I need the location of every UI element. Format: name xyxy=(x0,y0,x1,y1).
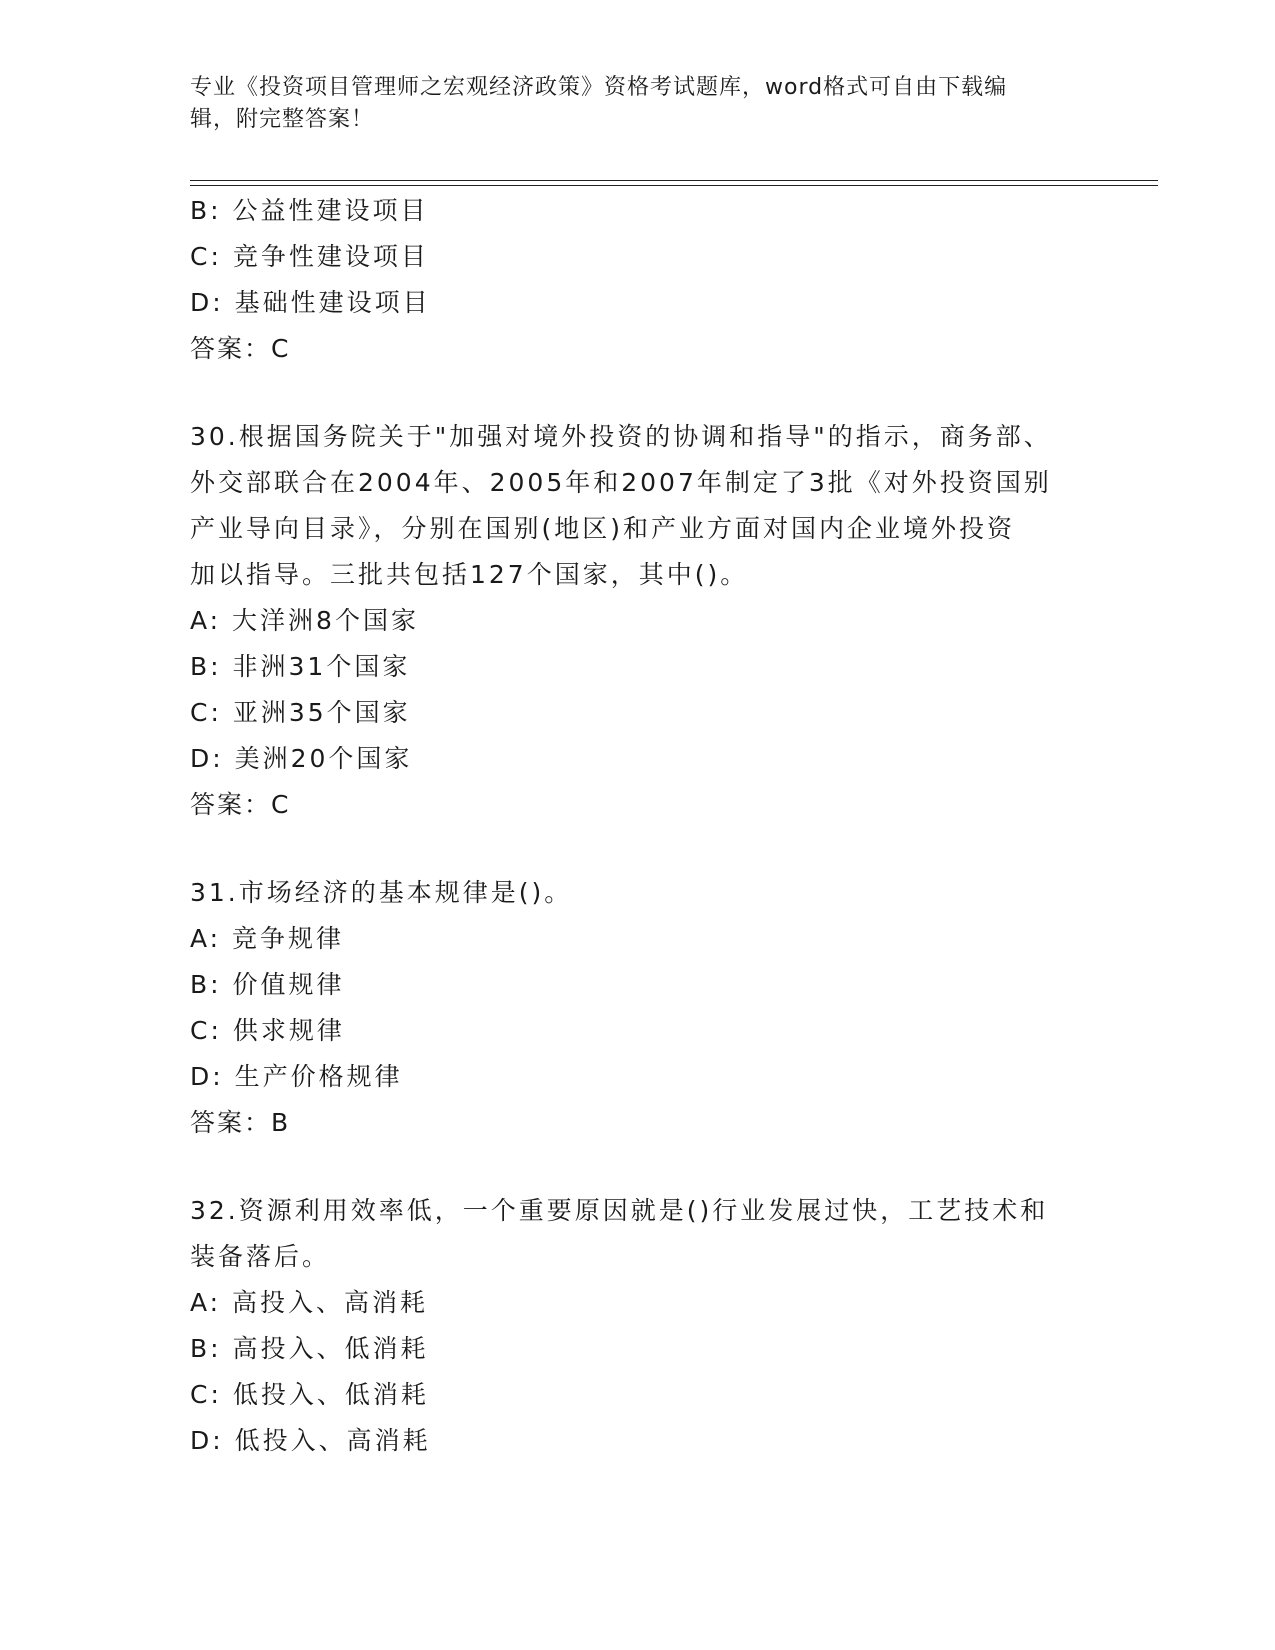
option-c: C: 竞争性建设项目 xyxy=(190,242,429,271)
header-divider-bottom xyxy=(190,185,1158,186)
option-d: D: 低投入、高消耗 xyxy=(190,1426,431,1455)
question-32 xyxy=(190,1188,1090,1464)
question-31 xyxy=(190,870,1090,1146)
question-stem-line: 装备落后。 xyxy=(190,1242,331,1271)
option-d: D: 基础性建设项目 xyxy=(190,288,431,317)
option-a: A: 竞争规律 xyxy=(190,924,345,953)
question-30 xyxy=(190,414,1090,828)
header-line-2: 辑，附完整答案！ xyxy=(190,107,375,132)
header-divider-top xyxy=(190,180,1158,181)
answer-line: 答案：C xyxy=(190,790,291,819)
option-c: C: 低投入、低消耗 xyxy=(190,1380,429,1409)
question-stem-line: 31.市场经济的基本规律是()。 xyxy=(190,878,573,907)
question-stem-line: 产业导向目录》，分别在国别(地区)和产业方面对国内企业境外投资 xyxy=(190,514,1016,543)
document-body xyxy=(190,188,1090,1464)
question-stem-line: 加以指导。三批共包括127个国家，其中()。 xyxy=(190,560,749,589)
question-stem-line: 32.资源利用效率低，一个重要原因就是()行业发展过快，工艺技术和 xyxy=(190,1196,1049,1225)
option-a: A: 高投入、高消耗 xyxy=(190,1288,429,1317)
answer-line: 答案：B xyxy=(190,1108,291,1137)
option-b: B: 价值规律 xyxy=(190,970,345,999)
answer-line: 答案：C xyxy=(190,334,291,363)
header-line-1: 专业《投资项目管理师之宏观经济政策》资格考试题库，word格式可自由下载编 xyxy=(190,75,1008,100)
question-stem-line: 30.根据国务院关于"加强对境外投资的协调和指导"的指示，商务部、 xyxy=(190,422,1052,451)
option-b: B: 高投入、低消耗 xyxy=(190,1334,429,1363)
option-c: C: 供求规律 xyxy=(190,1016,345,1045)
continued-question xyxy=(190,188,1090,372)
document-header xyxy=(190,72,1070,136)
option-c: C: 亚洲35个国家 xyxy=(190,698,411,727)
option-d: D: 美洲20个国家 xyxy=(190,744,413,773)
option-a: A: 大洋洲8个国家 xyxy=(190,606,419,635)
option-d: D: 生产价格规律 xyxy=(190,1062,403,1091)
option-b: B: 公益性建设项目 xyxy=(190,196,429,225)
option-b: B: 非洲31个国家 xyxy=(190,652,411,681)
question-stem-line: 外交部联合在2004年、2005年和2007年制定了3批《对外投资国别 xyxy=(190,468,1052,497)
